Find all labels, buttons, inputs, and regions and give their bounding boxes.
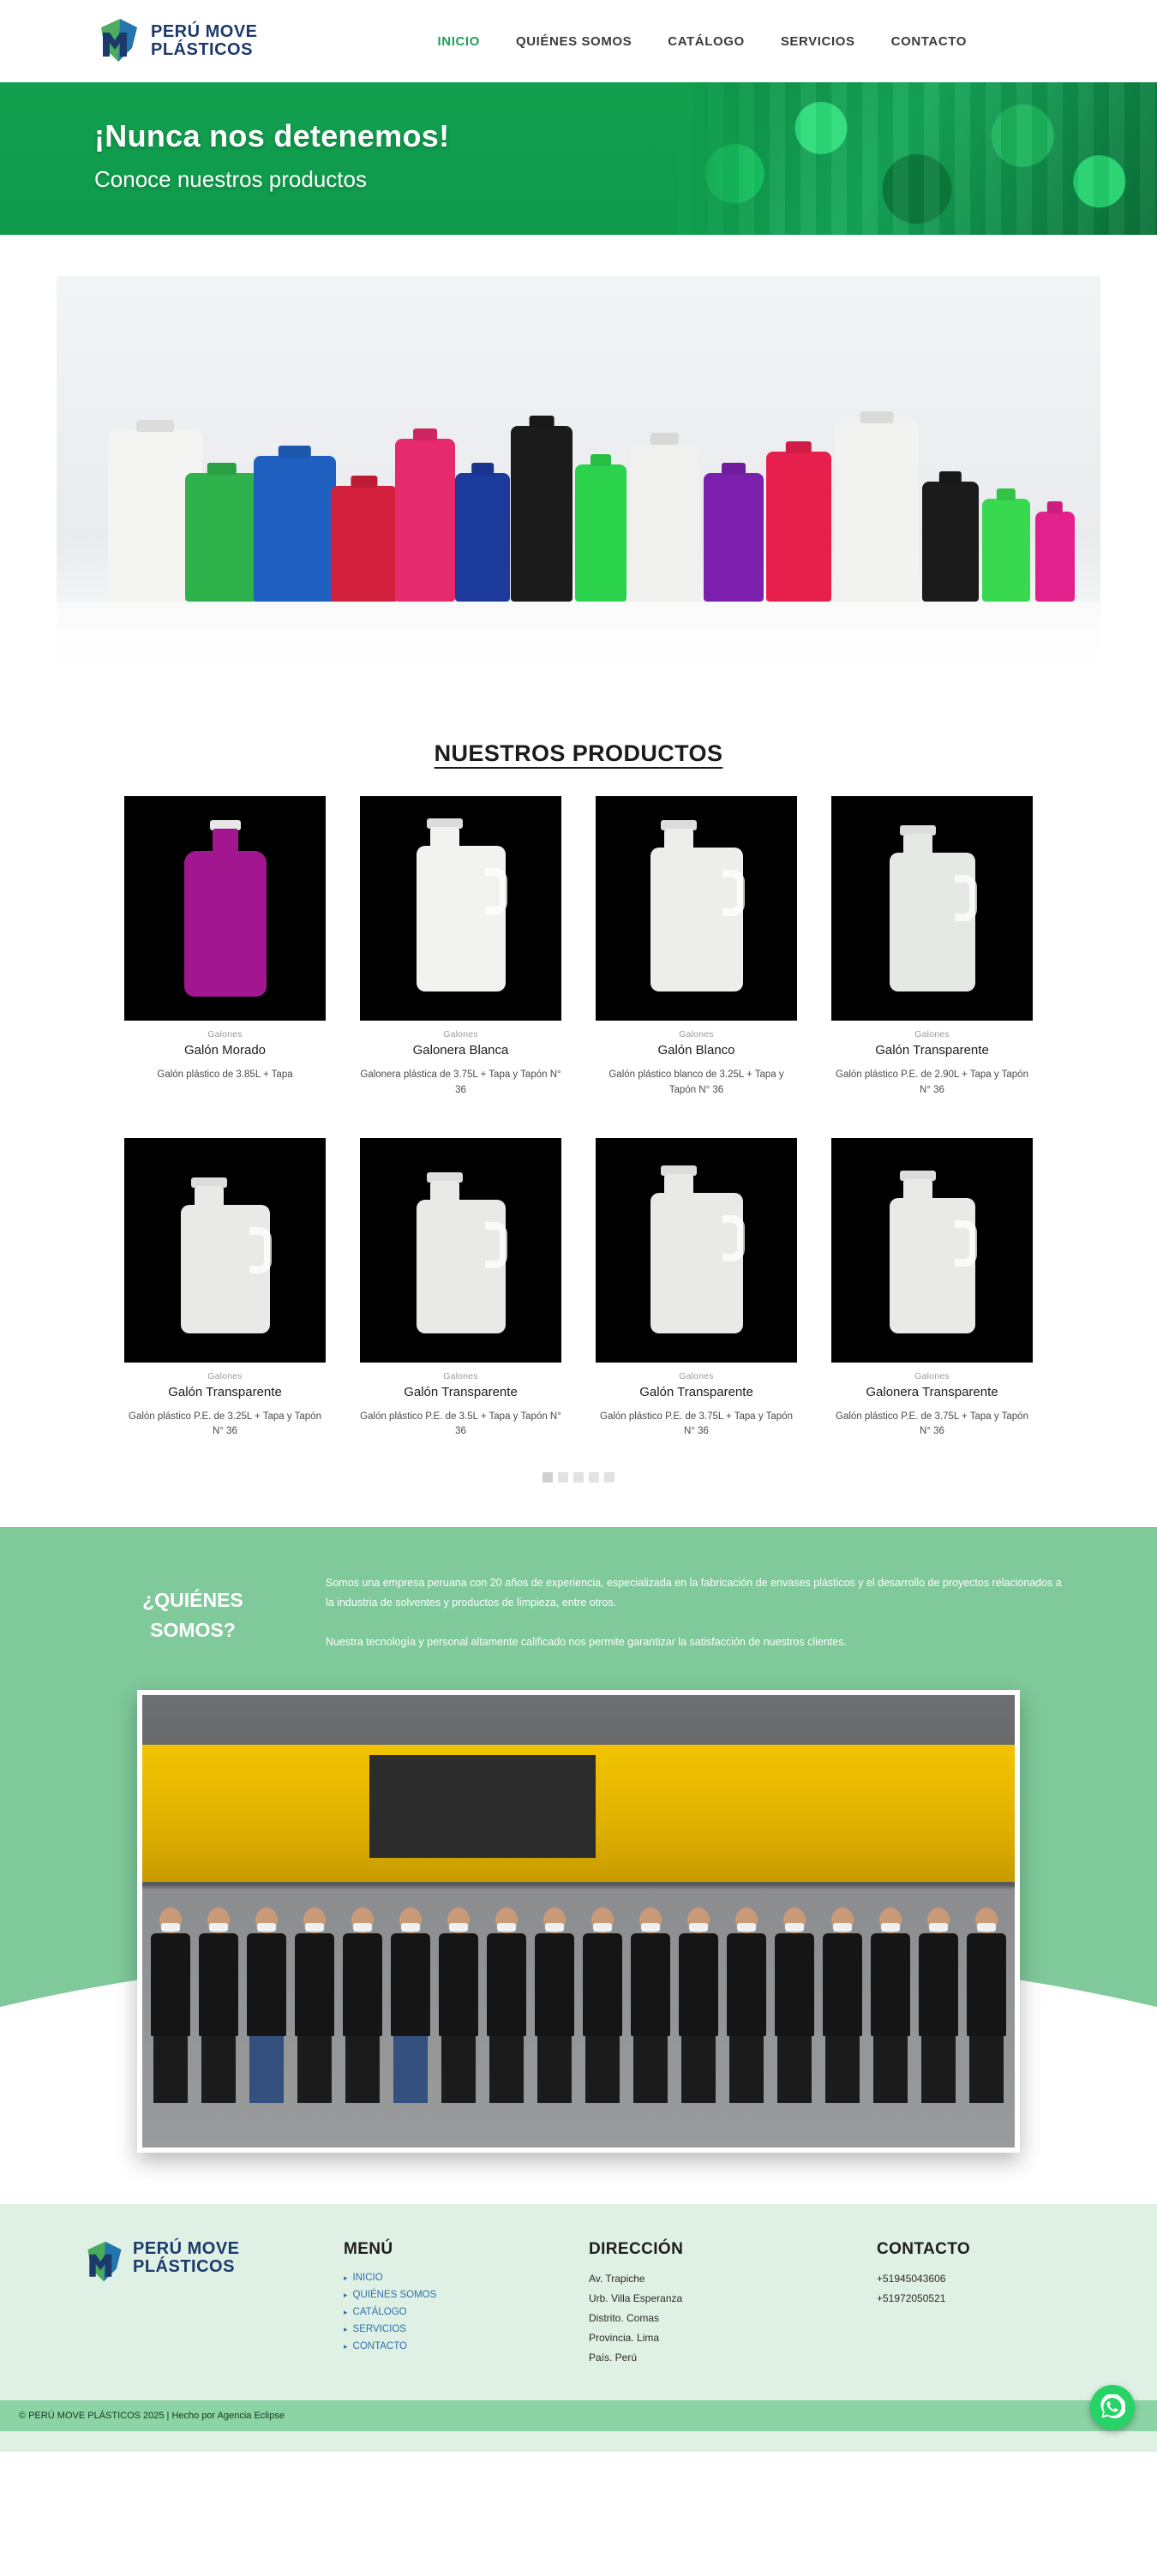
address-line: Urb. Villa Esperanza bbox=[589, 2292, 683, 2305]
footer-logo-line-2: PLÁSTICOS bbox=[133, 2257, 235, 2277]
product-description: Galón plástico de 3.85L + Tapa bbox=[157, 1069, 293, 1080]
hero-text-block bbox=[94, 118, 449, 193]
hero-subtitle: Conoce nuestros productos bbox=[94, 166, 367, 192]
footer-link-inicio[interactable]: INICIO bbox=[352, 2273, 383, 2284]
product-name[interactable]: Galonera Transparente bbox=[866, 1384, 998, 1399]
about-heading bbox=[94, 1573, 291, 1651]
copyright-bar bbox=[0, 2400, 1157, 2431]
products-hero-image bbox=[57, 276, 1100, 696]
bullet-icon: ▸ bbox=[344, 2324, 348, 2333]
product-image[interactable] bbox=[831, 796, 1033, 1021]
bullet-icon: ▸ bbox=[344, 2307, 348, 2316]
hero-title: ¡Nunca nos detenemos! bbox=[94, 118, 450, 153]
pagination-dot[interactable] bbox=[543, 1472, 553, 1483]
product-grid bbox=[124, 796, 1033, 1440]
product-name[interactable]: Galón Transparente bbox=[404, 1384, 518, 1399]
team-photo bbox=[137, 1690, 1020, 2153]
logo-icon bbox=[94, 17, 142, 65]
product-category: Galones bbox=[443, 1370, 478, 1381]
product-description: Galón plástico P.E. de 3.75L + Tapa y Tapón N° 36 bbox=[600, 1411, 793, 1437]
address-line: Distrito. Comas bbox=[589, 2312, 660, 2325]
footer-menu bbox=[344, 2240, 541, 2371]
product-name[interactable]: Galón Transparente bbox=[639, 1384, 753, 1399]
hero-background-image bbox=[677, 82, 1157, 235]
footer-contact bbox=[877, 2240, 970, 2371]
product-name[interactable]: Galón Transparente bbox=[875, 1043, 989, 1057]
about-paragraph-1: Somos una empresa peruana con 20 años de experiencia, especializada en la fabricación de envases plásticos y el desarrollo de proyectos relacionados a la industria de solventes y productos de limpieza, entre otros. bbox=[326, 1577, 1062, 1609]
about-paragraph-2: Nuestra tecnología y personal altamente calificado nos permite garantizar la satisfacción de nuestros clientes. bbox=[326, 1635, 847, 1648]
address-line: Av. Trapiche bbox=[589, 2273, 645, 2285]
image-reflection bbox=[57, 602, 1100, 696]
list-item[interactable] bbox=[344, 2290, 541, 2300]
copyright-text: © PERÚ MOVE PLÁSTICOS 2025 | Hecho por Agencia Eclipse bbox=[19, 2411, 285, 2422]
list-item[interactable] bbox=[344, 2273, 541, 2283]
product-card[interactable] bbox=[360, 1138, 561, 1441]
product-image[interactable] bbox=[360, 796, 561, 1021]
machine-panel bbox=[369, 1755, 596, 1858]
logo-icon bbox=[81, 2240, 126, 2285]
product-name[interactable]: Galón Morado bbox=[183, 1043, 267, 1057]
product-description: Galonera plástica de 3.75L + Tapa y Tapón N° 36 bbox=[360, 1069, 561, 1095]
phone-number[interactable]: +51972050521 bbox=[877, 2292, 946, 2305]
product-category: Galones bbox=[679, 1029, 714, 1039]
page-title: NUESTROS PRODUCTOS bbox=[434, 740, 723, 766]
footer-link-catalogo[interactable]: CATÁLOGO bbox=[352, 2307, 407, 2318]
logo-line-1: PERÚ MOVE bbox=[151, 22, 258, 41]
product-description: Galón plástico blanco de 3.25L + Tapa y Tapón N° 36 bbox=[608, 1069, 784, 1095]
list-item[interactable] bbox=[344, 2341, 541, 2351]
product-category: Galones bbox=[914, 1370, 950, 1381]
product-card[interactable] bbox=[360, 796, 561, 1099]
product-card[interactable] bbox=[124, 1138, 326, 1441]
carousel-pagination[interactable] bbox=[0, 1472, 1157, 1483]
product-name[interactable]: Galón Transparente bbox=[168, 1384, 282, 1399]
nav-item-servicios[interactable]: SERVICIOS bbox=[780, 33, 855, 49]
product-description: Galón plástico P.E. de 3.5L + Tapa y Tapón N° 36 bbox=[360, 1411, 561, 1437]
site-header bbox=[0, 0, 1157, 82]
phone-number[interactable]: +51945043606 bbox=[877, 2273, 946, 2285]
footer-logo[interactable] bbox=[81, 2240, 296, 2371]
nav-item-quienes-somos[interactable]: QUIÉNES SOMOS bbox=[515, 33, 632, 49]
list-item[interactable] bbox=[344, 2324, 541, 2334]
product-image[interactable] bbox=[596, 796, 797, 1021]
main-nav bbox=[438, 34, 968, 49]
site-footer bbox=[0, 2204, 1157, 2452]
product-card[interactable] bbox=[831, 1138, 1033, 1441]
product-image[interactable] bbox=[124, 1138, 326, 1363]
whatsapp-icon[interactable] bbox=[1090, 2385, 1135, 2429]
footer-logo-line-1: PERÚ MOVE bbox=[133, 2239, 240, 2259]
product-category: Galones bbox=[443, 1029, 478, 1039]
bullet-icon: ▸ bbox=[344, 2341, 348, 2351]
pagination-dot[interactable] bbox=[589, 1472, 599, 1483]
about-heading-line-2: SOMOS? bbox=[150, 1618, 236, 1641]
product-category: Galones bbox=[207, 1370, 243, 1381]
about-heading-line-1: ¿QUIÉNES bbox=[142, 1589, 243, 1612]
about-text bbox=[326, 1573, 1063, 1651]
product-card[interactable] bbox=[831, 796, 1033, 1099]
nav-item-contacto[interactable]: CONTACTO bbox=[890, 33, 968, 49]
footer-address-title: DIRECCIÓN bbox=[589, 2240, 684, 2259]
hero-banner bbox=[0, 82, 1157, 235]
product-category: Galones bbox=[914, 1029, 950, 1039]
footer-address bbox=[589, 2240, 829, 2371]
product-category: Galones bbox=[207, 1029, 243, 1039]
product-card[interactable] bbox=[596, 796, 797, 1099]
logo-line-2: PLÁSTICOS bbox=[151, 40, 253, 59]
list-item[interactable] bbox=[344, 2307, 541, 2317]
product-name[interactable]: Galón Blanco bbox=[657, 1043, 735, 1057]
product-category: Galones bbox=[679, 1370, 714, 1381]
site-logo[interactable] bbox=[94, 17, 258, 65]
product-description: Galón plástico P.E. de 3.75L + Tapa y Tapón N° 36 bbox=[836, 1411, 1028, 1437]
nav-item-catalogo[interactable]: CATÁLOGO bbox=[668, 33, 745, 49]
about-section bbox=[0, 1527, 1157, 2204]
product-image[interactable] bbox=[596, 1138, 797, 1363]
footer-link-servicios[interactable]: SERVICIOS bbox=[352, 2324, 406, 2335]
pagination-dot[interactable] bbox=[573, 1472, 584, 1483]
team-members bbox=[142, 1846, 1015, 2103]
footer-menu-title: MENÚ bbox=[344, 2240, 393, 2259]
footer-link-contacto[interactable]: CONTACTO bbox=[352, 2341, 407, 2352]
footer-link-quienes-somos[interactable]: QUIÉNES SOMOS bbox=[352, 2290, 437, 2301]
product-card[interactable] bbox=[596, 1138, 797, 1441]
product-description: Galón plástico P.E. de 3.25L + Tapa y Tapón N° 36 bbox=[129, 1411, 321, 1437]
product-description: Galón plástico P.E. de 2.90L + Tapa y Tapón N° 36 bbox=[836, 1069, 1028, 1095]
pagination-dot[interactable] bbox=[604, 1472, 614, 1483]
pagination-dot[interactable] bbox=[558, 1472, 568, 1483]
product-image[interactable] bbox=[124, 796, 326, 1021]
product-image[interactable] bbox=[360, 1138, 561, 1363]
bullet-icon: ▸ bbox=[344, 2273, 348, 2282]
nav-item-inicio[interactable]: INICIO bbox=[437, 33, 480, 49]
bullet-icon: ▸ bbox=[344, 2290, 348, 2299]
product-name[interactable]: Galonera Blanca bbox=[412, 1043, 509, 1057]
address-line: País. Perú bbox=[589, 2351, 638, 2364]
product-card[interactable] bbox=[124, 796, 326, 1099]
product-image[interactable] bbox=[831, 1138, 1033, 1363]
footer-contact-title: CONTACTO bbox=[877, 2240, 971, 2259]
address-line: Provincia. Lima bbox=[589, 2332, 660, 2345]
